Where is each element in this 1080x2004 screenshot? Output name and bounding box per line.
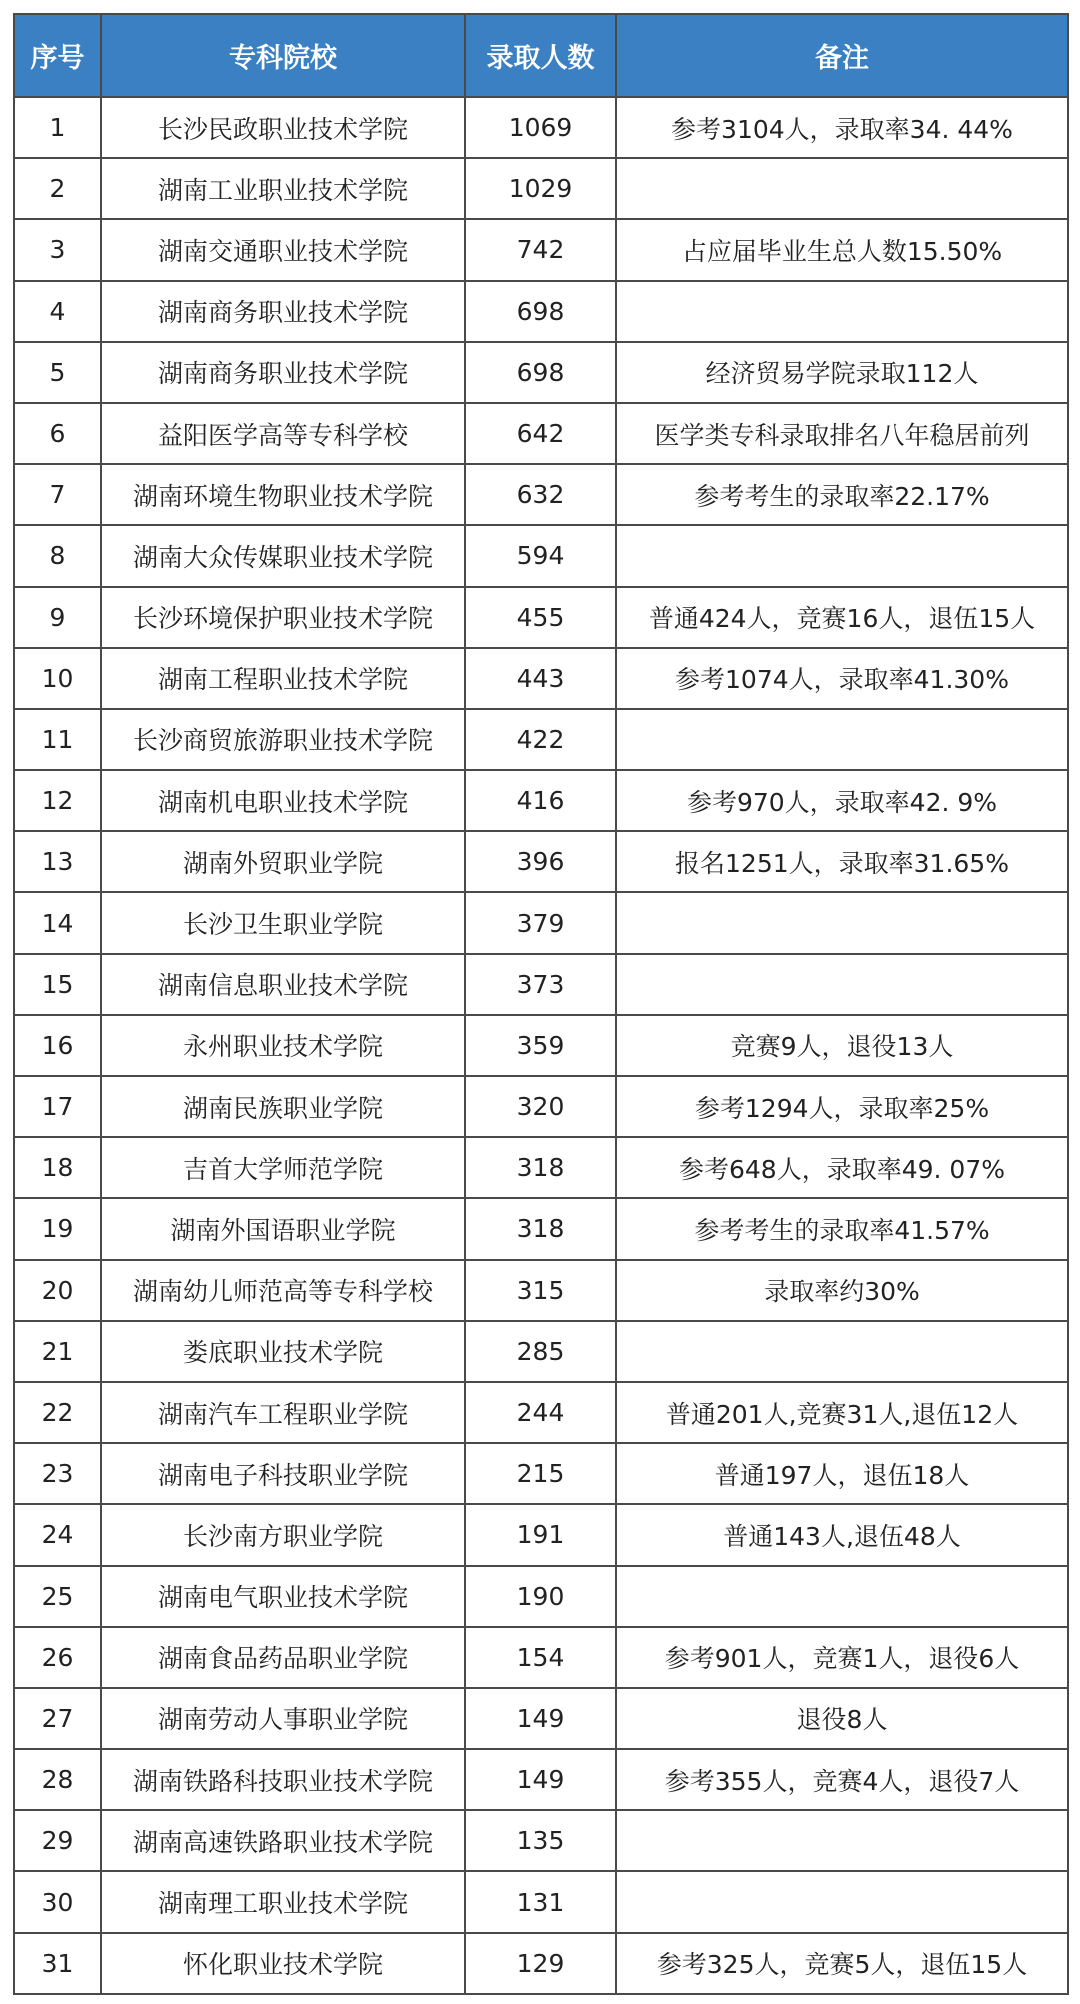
table-row <box>14 1382 1068 1443</box>
school-cell: 湖南交通职业技术学院 <box>101 219 465 280</box>
index-cell: 24 <box>14 1504 101 1565</box>
index-cell: 12 <box>14 770 101 831</box>
index-cell: 15 <box>14 954 101 1015</box>
table-row <box>14 1076 1068 1137</box>
table-row <box>14 1688 1068 1749</box>
index-cell: 3 <box>14 219 101 280</box>
school-cell: 永州职业技术学院 <box>101 1015 465 1076</box>
school-cell: 湖南高速铁路职业技术学院 <box>101 1810 465 1871</box>
index-cell: 26 <box>14 1627 101 1688</box>
table-row <box>14 1627 1068 1688</box>
remarks-cell: 普通143人,退伍48人 <box>616 1504 1068 1565</box>
admitted-cell: 191 <box>465 1504 616 1565</box>
school-cell: 湖南电子科技职业学院 <box>101 1443 465 1504</box>
admitted-cell: 149 <box>465 1749 616 1810</box>
school-cell: 吉首大学师范学院 <box>101 1137 465 1198</box>
table-row <box>14 403 1068 464</box>
table-row <box>14 1566 1068 1627</box>
admitted-cell: 285 <box>465 1321 616 1382</box>
header-remarks: 备注 <box>616 14 1068 97</box>
school-cell: 湖南信息职业技术学院 <box>101 954 465 1015</box>
remarks-cell: 经济贸易学院录取112人 <box>616 342 1068 403</box>
school-cell: 湖南汽车工程职业学院 <box>101 1382 465 1443</box>
table-row <box>14 525 1068 586</box>
school-cell: 湖南大众传媒职业技术学院 <box>101 525 465 586</box>
admitted-cell: 315 <box>465 1260 616 1321</box>
school-cell: 娄底职业技术学院 <box>101 1321 465 1382</box>
index-cell: 14 <box>14 892 101 953</box>
admitted-cell: 135 <box>465 1810 616 1871</box>
remarks-cell <box>616 709 1068 770</box>
table-row <box>14 281 1068 342</box>
admitted-cell: 149 <box>465 1688 616 1749</box>
index-cell: 17 <box>14 1076 101 1137</box>
school-cell: 长沙商贸旅游职业技术学院 <box>101 709 465 770</box>
admitted-cell: 373 <box>465 954 616 1015</box>
table-row <box>14 1137 1068 1198</box>
index-cell: 19 <box>14 1198 101 1259</box>
school-cell: 长沙南方职业学院 <box>101 1504 465 1565</box>
remarks-cell <box>616 954 1068 1015</box>
admitted-cell: 131 <box>465 1871 616 1932</box>
index-cell: 4 <box>14 281 101 342</box>
remarks-cell: 参考648人，录取率49. 07% <box>616 1137 1068 1198</box>
index-cell: 28 <box>14 1749 101 1810</box>
school-cell: 湖南商务职业技术学院 <box>101 281 465 342</box>
school-cell: 湖南幼儿师范高等专科学校 <box>101 1260 465 1321</box>
table-row <box>14 219 1068 280</box>
table-row <box>14 1871 1068 1932</box>
index-cell: 5 <box>14 342 101 403</box>
admitted-cell: 642 <box>465 403 616 464</box>
admitted-cell: 1069 <box>465 97 616 158</box>
remarks-cell: 普通201人,竞赛31人,退伍12人 <box>616 1382 1068 1443</box>
remarks-cell <box>616 1871 1068 1932</box>
index-cell: 25 <box>14 1566 101 1627</box>
index-cell: 18 <box>14 1137 101 1198</box>
admitted-cell: 359 <box>465 1015 616 1076</box>
school-cell: 湖南机电职业技术学院 <box>101 770 465 831</box>
admitted-cell: 320 <box>465 1076 616 1137</box>
table-row <box>14 709 1068 770</box>
admitted-cell: 318 <box>465 1137 616 1198</box>
school-cell: 湖南外贸职业学院 <box>101 831 465 892</box>
table-row <box>14 1933 1068 1994</box>
table-row <box>14 1810 1068 1871</box>
index-cell: 7 <box>14 464 101 525</box>
table-row <box>14 1260 1068 1321</box>
remarks-cell <box>616 281 1068 342</box>
school-cell: 湖南商务职业技术学院 <box>101 342 465 403</box>
school-cell: 湖南民族职业学院 <box>101 1076 465 1137</box>
index-cell: 23 <box>14 1443 101 1504</box>
school-cell: 益阳医学高等专科学校 <box>101 403 465 464</box>
admitted-cell: 1029 <box>465 158 616 219</box>
remarks-cell: 参考325人，竞赛5人，退伍15人 <box>616 1933 1068 1994</box>
remarks-cell: 竞赛9人，退役13人 <box>616 1015 1068 1076</box>
remarks-cell: 普通197人，退伍18人 <box>616 1443 1068 1504</box>
table-row <box>14 1749 1068 1810</box>
remarks-cell <box>616 158 1068 219</box>
table-row <box>14 1443 1068 1504</box>
table-row <box>14 342 1068 403</box>
index-cell: 13 <box>14 831 101 892</box>
table-row <box>14 954 1068 1015</box>
remarks-cell: 参考1294人，录取率25% <box>616 1076 1068 1137</box>
table-row <box>14 1198 1068 1259</box>
admitted-cell: 698 <box>465 342 616 403</box>
school-cell: 湖南外国语职业学院 <box>101 1198 465 1259</box>
index-cell: 31 <box>14 1933 101 1994</box>
table-row <box>14 831 1068 892</box>
admitted-cell: 416 <box>465 770 616 831</box>
admitted-cell: 422 <box>465 709 616 770</box>
index-cell: 11 <box>14 709 101 770</box>
remarks-cell <box>616 1566 1068 1627</box>
index-cell: 27 <box>14 1688 101 1749</box>
table-row <box>14 1321 1068 1382</box>
table-row <box>14 648 1068 709</box>
admitted-cell: 154 <box>465 1627 616 1688</box>
table-row <box>14 97 1068 158</box>
index-cell: 21 <box>14 1321 101 1382</box>
remarks-cell: 退役8人 <box>616 1688 1068 1749</box>
school-cell: 怀化职业技术学院 <box>101 1933 465 1994</box>
school-cell: 湖南理工职业技术学院 <box>101 1871 465 1932</box>
admitted-cell: 632 <box>465 464 616 525</box>
remarks-cell: 录取率约30% <box>616 1260 1068 1321</box>
admission-table <box>13 13 1069 1995</box>
header-index: 序号 <box>14 14 101 97</box>
school-cell: 长沙环境保护职业技术学院 <box>101 587 465 648</box>
table-row <box>14 587 1068 648</box>
admitted-cell: 318 <box>465 1198 616 1259</box>
index-cell: 16 <box>14 1015 101 1076</box>
index-cell: 8 <box>14 525 101 586</box>
school-cell: 湖南食品药品职业学院 <box>101 1627 465 1688</box>
school-cell: 湖南环境生物职业技术学院 <box>101 464 465 525</box>
admitted-cell: 129 <box>465 1933 616 1994</box>
index-cell: 9 <box>14 587 101 648</box>
index-cell: 29 <box>14 1810 101 1871</box>
remarks-cell: 参考901人，竞赛1人，退役6人 <box>616 1627 1068 1688</box>
remarks-cell: 普通424人，竞赛16人，退伍15人 <box>616 587 1068 648</box>
remarks-cell: 参考考生的录取率41.57% <box>616 1198 1068 1259</box>
index-cell: 2 <box>14 158 101 219</box>
table-row <box>14 1015 1068 1076</box>
table-row <box>14 1504 1068 1565</box>
admitted-cell: 244 <box>465 1382 616 1443</box>
school-cell: 湖南铁路科技职业技术学院 <box>101 1749 465 1810</box>
index-cell: 1 <box>14 97 101 158</box>
header-row <box>14 14 1068 97</box>
school-cell: 湖南电气职业技术学院 <box>101 1566 465 1627</box>
admitted-cell: 379 <box>465 892 616 953</box>
remarks-cell <box>616 892 1068 953</box>
admitted-cell: 698 <box>465 281 616 342</box>
admitted-cell: 594 <box>465 525 616 586</box>
index-cell: 20 <box>14 1260 101 1321</box>
admitted-cell: 742 <box>465 219 616 280</box>
remarks-cell: 参考考生的录取率22.17% <box>616 464 1068 525</box>
remarks-cell: 参考970人，录取率42. 9% <box>616 770 1068 831</box>
admitted-cell: 455 <box>465 587 616 648</box>
remarks-cell: 参考1074人，录取率41.30% <box>616 648 1068 709</box>
remarks-cell <box>616 1810 1068 1871</box>
index-cell: 10 <box>14 648 101 709</box>
remarks-cell: 报名1251人，录取率31.65% <box>616 831 1068 892</box>
remarks-cell <box>616 525 1068 586</box>
school-cell: 湖南劳动人事职业学院 <box>101 1688 465 1749</box>
header-school: 专科院校 <box>101 14 465 97</box>
admitted-cell: 215 <box>465 1443 616 1504</box>
school-cell: 长沙民政职业技术学院 <box>101 97 465 158</box>
school-cell: 湖南工程职业技术学院 <box>101 648 465 709</box>
table-row <box>14 158 1068 219</box>
admitted-cell: 190 <box>465 1566 616 1627</box>
table-row <box>14 892 1068 953</box>
school-cell: 湖南工业职业技术学院 <box>101 158 465 219</box>
index-cell: 30 <box>14 1871 101 1932</box>
remarks-cell <box>616 1321 1068 1382</box>
admitted-cell: 443 <box>465 648 616 709</box>
remarks-cell: 占应届毕业生总人数15.50% <box>616 219 1068 280</box>
table-row <box>14 464 1068 525</box>
remarks-cell: 参考355人，竞赛4人，退役7人 <box>616 1749 1068 1810</box>
index-cell: 6 <box>14 403 101 464</box>
table-row <box>14 770 1068 831</box>
index-cell: 22 <box>14 1382 101 1443</box>
remarks-cell: 参考3104人，录取率34. 44% <box>616 97 1068 158</box>
admitted-cell: 396 <box>465 831 616 892</box>
header-admitted: 录取人数 <box>465 14 616 97</box>
remarks-cell: 医学类专科录取排名八年稳居前列 <box>616 403 1068 464</box>
school-cell: 长沙卫生职业学院 <box>101 892 465 953</box>
